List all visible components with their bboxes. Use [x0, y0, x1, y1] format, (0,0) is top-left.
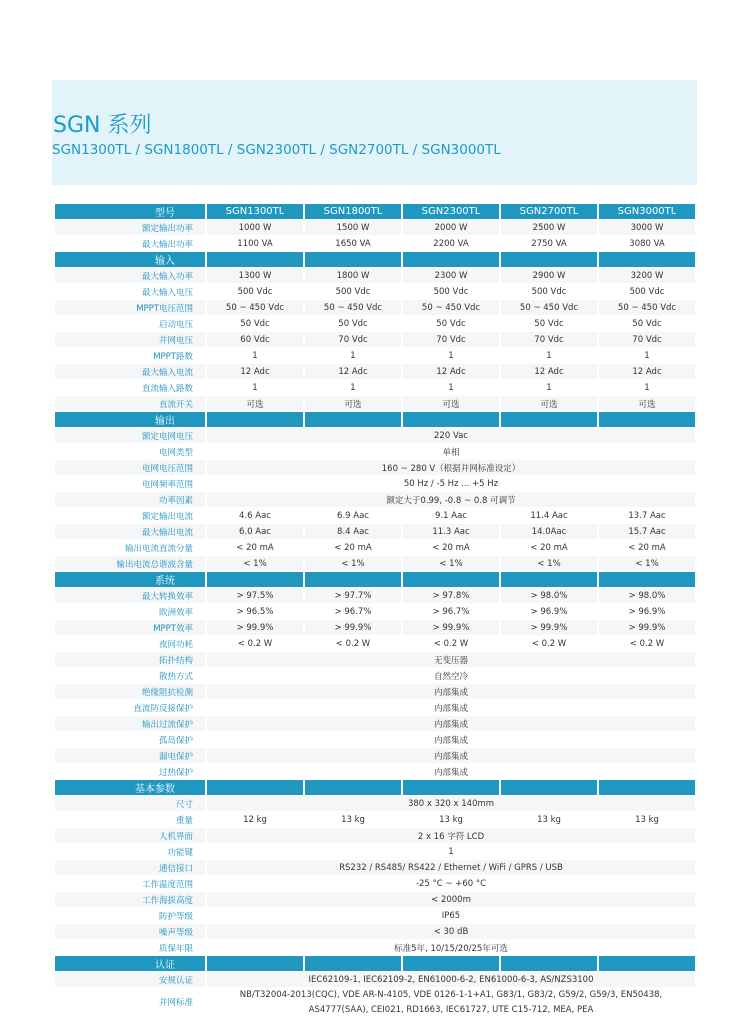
row-value: 1100 VA	[207, 236, 303, 252]
row-label: 散热方式	[55, 668, 205, 684]
row-label: 输出电流直流分量	[55, 540, 205, 556]
row-value: 500 Vdc	[403, 284, 499, 300]
row-value: 3000 W	[599, 220, 695, 236]
table-row	[55, 556, 695, 572]
row-value: 2 x 16 字符 LCD	[207, 828, 695, 844]
row-value: > 97.7%	[305, 588, 401, 604]
row-value: 70 Vdc	[305, 332, 401, 348]
section-cell	[599, 252, 695, 268]
table-row	[55, 620, 695, 636]
table-row	[55, 652, 695, 668]
row-value: 13 kg	[403, 812, 499, 828]
row-label: 电网类型	[55, 444, 205, 460]
section-cell	[207, 252, 303, 268]
row-value: > 98.0%	[501, 588, 597, 604]
row-value: < 20 mA	[501, 540, 597, 556]
section-cell	[403, 252, 499, 268]
row-label: 通信接口	[55, 860, 205, 876]
row-value: 12 Adc	[501, 364, 597, 380]
section-cell	[403, 780, 499, 796]
section-header-row	[55, 572, 695, 588]
table-row	[55, 668, 695, 684]
table-row	[55, 812, 695, 828]
row-value: 可选	[207, 396, 303, 412]
section-label: 基本参数	[55, 780, 205, 796]
row-value: 额定大于0.99, -0.8 ~ 0.8 可调节	[207, 492, 695, 508]
row-value: 13.7 Aac	[599, 508, 695, 524]
row-label: MPPT路数	[55, 348, 205, 364]
model-header: SGN3000TL	[599, 204, 695, 220]
row-value: < 20 mA	[403, 540, 499, 556]
row-value: > 99.9%	[305, 620, 401, 636]
row-label: 功率因素	[55, 492, 205, 508]
row-label: 并网标准	[55, 988, 205, 1019]
row-value: 可选	[403, 396, 499, 412]
row-label: 电网电压范围	[55, 460, 205, 476]
row-value: 1	[207, 348, 303, 364]
row-value: 50 ~ 450 Vdc	[403, 300, 499, 316]
row-label: 绝缘阻抗检测	[55, 684, 205, 700]
row-value: IEC62109-1, IEC62109-2, EN61000-6-2, EN61000-6-3, AS/NZS3100	[207, 972, 695, 988]
row-value: 2300 W	[403, 268, 499, 284]
section-cell	[207, 412, 303, 428]
row-value: < 20 mA	[599, 540, 695, 556]
row-value: > 97.5%	[207, 588, 303, 604]
row-label: 直流开关	[55, 396, 205, 412]
row-value: > 99.9%	[501, 620, 597, 636]
row-value: 500 Vdc	[599, 284, 695, 300]
row-value: 1	[305, 348, 401, 364]
row-value: 380 x 320 x 140mm	[207, 796, 695, 812]
section-cell	[207, 780, 303, 796]
row-value: 13 kg	[501, 812, 597, 828]
row-value: 6.0 Aac	[207, 524, 303, 540]
row-value: 1800 W	[305, 268, 401, 284]
row-value: 70 Vdc	[501, 332, 597, 348]
row-value: 可选	[305, 396, 401, 412]
table-row	[55, 540, 695, 556]
row-label: 噪声等级	[55, 924, 205, 940]
row-label: 直流防反接保护	[55, 700, 205, 716]
row-value: 6.9 Aac	[305, 508, 401, 524]
table-row	[55, 860, 695, 876]
row-value: 可选	[501, 396, 597, 412]
row-label: 输出过流保护	[55, 716, 205, 732]
row-value: 50 Vdc	[501, 316, 597, 332]
row-value: 1	[403, 348, 499, 364]
table-row	[55, 604, 695, 620]
row-label: 最大输入电压	[55, 284, 205, 300]
row-value: > 96.9%	[501, 604, 597, 620]
row-value: 1000 W	[207, 220, 303, 236]
row-value: < 1%	[599, 556, 695, 572]
row-value: 1	[501, 380, 597, 396]
row-value: > 98.0%	[599, 588, 695, 604]
row-value: 无变压器	[207, 652, 695, 668]
table-row	[55, 380, 695, 396]
table-row	[55, 332, 695, 348]
table-row	[55, 972, 695, 988]
row-value: 4.6 Aac	[207, 508, 303, 524]
row-value: 500 Vdc	[207, 284, 303, 300]
section-cell	[403, 956, 499, 972]
row-value-line: NB/T32004-2013(CQC), VDE AR-N-4105, VDE 0126-1-1+A1, G83/1, G83/2, G59/2, G59/3, EN50438,	[239, 990, 663, 1000]
row-value: 60 Vdc	[207, 332, 303, 348]
row-value: 50 Vdc	[403, 316, 499, 332]
row-value: > 96.5%	[207, 604, 303, 620]
table-row	[55, 716, 695, 732]
table-row	[55, 220, 695, 236]
row-value: > 96.7%	[403, 604, 499, 620]
row-value: 12 Adc	[403, 364, 499, 380]
row-label: 欧洲效率	[55, 604, 205, 620]
row-value: > 99.9%	[403, 620, 499, 636]
row-value: IP65	[207, 908, 695, 924]
row-value: 8.4 Aac	[305, 524, 401, 540]
row-label: 拓扑结构	[55, 652, 205, 668]
row-value: 50 Vdc	[599, 316, 695, 332]
row-value: > 96.9%	[599, 604, 695, 620]
section-cell	[599, 412, 695, 428]
row-value: < 30 dB	[207, 924, 695, 940]
row-value: 单相	[207, 444, 695, 460]
model-header: SGN2300TL	[403, 204, 499, 220]
row-value: 1500 W	[305, 220, 401, 236]
table-row	[55, 364, 695, 380]
section-cell	[207, 572, 303, 588]
row-value: 标准5年, 10/15/20/25年可选	[207, 940, 695, 956]
row-value: 11.4 Aac	[501, 508, 597, 524]
model-header: SGN1300TL	[207, 204, 303, 220]
row-label: 安规认证	[55, 972, 205, 988]
row-value: 12 kg	[207, 812, 303, 828]
row-value: 12 Adc	[305, 364, 401, 380]
table-row	[55, 876, 695, 892]
table-row	[55, 892, 695, 908]
row-value: 1	[207, 380, 303, 396]
table-row	[55, 844, 695, 860]
row-label: 重量	[55, 812, 205, 828]
table-row	[55, 684, 695, 700]
table-row	[55, 284, 695, 300]
row-value: 14.0Aac	[501, 524, 597, 540]
row-value: 220 Vac	[207, 428, 695, 444]
row-value	[207, 988, 695, 1019]
table-row	[55, 700, 695, 716]
row-value: 50 ~ 450 Vdc	[207, 300, 303, 316]
table-row	[55, 796, 695, 812]
table-row	[55, 236, 695, 252]
row-value: < 1%	[501, 556, 597, 572]
row-label: 防护等级	[55, 908, 205, 924]
row-value: < 1%	[403, 556, 499, 572]
row-value: 1	[599, 348, 695, 364]
section-cell	[305, 780, 401, 796]
section-label: 系统	[55, 572, 205, 588]
section-cell	[599, 780, 695, 796]
row-value: 3080 VA	[599, 236, 695, 252]
row-label: MPPT电压范围	[55, 300, 205, 316]
row-label: 输出电流总谐波含量	[55, 556, 205, 572]
section-cell	[305, 412, 401, 428]
row-value: -25 °C ~ +60 °C	[207, 876, 695, 892]
row-value: 500 Vdc	[305, 284, 401, 300]
row-value: 可选	[599, 396, 695, 412]
row-value: 内部集成	[207, 700, 695, 716]
section-header-row	[55, 252, 695, 268]
table-row	[55, 524, 695, 540]
table-row	[55, 428, 695, 444]
row-value: 160 ~ 280 V（根据并网标准设定）	[207, 460, 695, 476]
row-value: 70 Vdc	[599, 332, 695, 348]
row-value: 12 Adc	[599, 364, 695, 380]
row-value: 50 ~ 450 Vdc	[501, 300, 597, 316]
section-cell	[599, 956, 695, 972]
row-value: 2750 VA	[501, 236, 597, 252]
row-value: 500 Vdc	[501, 284, 597, 300]
table-row	[55, 764, 695, 780]
model-list-subtitle: SGN1300TL / SGN1800TL / SGN2300TL / SGN2700TL / SGN3000TL	[52, 142, 501, 158]
table-row	[55, 300, 695, 316]
row-value: 内部集成	[207, 716, 695, 732]
row-value: < 1%	[207, 556, 303, 572]
row-value: < 0.2 W	[599, 636, 695, 652]
row-value: < 0.2 W	[501, 636, 597, 652]
row-value: 1	[403, 380, 499, 396]
row-value: > 99.9%	[207, 620, 303, 636]
row-value: 50 Vdc	[305, 316, 401, 332]
row-value: 1	[207, 844, 695, 860]
section-cell	[501, 252, 597, 268]
row-label: 工作海拔高度	[55, 892, 205, 908]
table-row	[55, 268, 695, 284]
row-value: 1	[305, 380, 401, 396]
row-value: > 99.9%	[599, 620, 695, 636]
row-value: < 2000m	[207, 892, 695, 908]
row-value: 70 Vdc	[403, 332, 499, 348]
row-value: 内部集成	[207, 748, 695, 764]
row-value: < 0.2 W	[207, 636, 303, 652]
section-label: 认证	[55, 956, 205, 972]
table-header-row	[55, 204, 695, 220]
row-label: 孤岛保护	[55, 732, 205, 748]
row-label: 质保年限	[55, 940, 205, 956]
row-label: 直流输入路数	[55, 380, 205, 396]
spec-table	[53, 204, 697, 1019]
table-row	[55, 748, 695, 764]
table-row	[55, 396, 695, 412]
row-label: 最大输入功率	[55, 268, 205, 284]
table-row	[55, 636, 695, 652]
row-value-line: AS4777(SAA), CEI021, RD1663, IEC61727, UTE C15-712, MEA, PEA	[308, 1005, 594, 1015]
section-cell	[599, 572, 695, 588]
table-row	[55, 508, 695, 524]
row-value: 2200 VA	[403, 236, 499, 252]
model-header: SGN1800TL	[305, 204, 401, 220]
table-row	[55, 908, 695, 924]
row-label: 最大输入电流	[55, 364, 205, 380]
row-label: 夜间功耗	[55, 636, 205, 652]
row-value: 自然空冷	[207, 668, 695, 684]
row-value: 1	[501, 348, 597, 364]
row-label: 额定输出电流	[55, 508, 205, 524]
section-cell	[403, 412, 499, 428]
row-value: > 96.7%	[305, 604, 401, 620]
row-label: 过热保护	[55, 764, 205, 780]
row-label: 功能键	[55, 844, 205, 860]
row-label: 工作温度范围	[55, 876, 205, 892]
table-row	[55, 348, 695, 364]
row-value: > 97.8%	[403, 588, 499, 604]
table-row	[55, 588, 695, 604]
table-row	[55, 940, 695, 956]
row-value: 13 kg	[305, 812, 401, 828]
row-value: 15.7 Aac	[599, 524, 695, 540]
row-value: 内部集成	[207, 684, 695, 700]
row-label: 尺寸	[55, 796, 205, 812]
section-cell	[501, 572, 597, 588]
row-value: < 1%	[305, 556, 401, 572]
table-row	[55, 460, 695, 476]
section-cell	[403, 572, 499, 588]
row-label: 最大转换效率	[55, 588, 205, 604]
row-label: 启动电压	[55, 316, 205, 332]
row-value: < 0.2 W	[403, 636, 499, 652]
section-cell	[501, 780, 597, 796]
row-value: 12 Adc	[207, 364, 303, 380]
section-cell	[501, 412, 597, 428]
row-label: 人机界面	[55, 828, 205, 844]
row-label: 电网频率范围	[55, 476, 205, 492]
row-value: 11.3 Aac	[403, 524, 499, 540]
page-title: SGN 系列	[53, 113, 152, 138]
row-value: 3200 W	[599, 268, 695, 284]
section-header-row	[55, 412, 695, 428]
table-row	[55, 316, 695, 332]
row-value: 内部集成	[207, 764, 695, 780]
section-cell	[501, 956, 597, 972]
row-value: 2500 W	[501, 220, 597, 236]
model-header: SGN2700TL	[501, 204, 597, 220]
section-cell	[207, 956, 303, 972]
row-label: 最大输出电流	[55, 524, 205, 540]
row-value: 1650 VA	[305, 236, 401, 252]
row-value: < 0.2 W	[305, 636, 401, 652]
row-value: < 20 mA	[305, 540, 401, 556]
row-value: 2900 W	[501, 268, 597, 284]
row-value: 50 Vdc	[207, 316, 303, 332]
row-label: 漏电保护	[55, 748, 205, 764]
table-row	[55, 732, 695, 748]
row-label: 额定电网电压	[55, 428, 205, 444]
table-row	[55, 988, 695, 1019]
row-value: 1300 W	[207, 268, 303, 284]
row-value: 13 kg	[599, 812, 695, 828]
table-row	[55, 828, 695, 844]
row-value: 内部集成	[207, 732, 695, 748]
row-value: RS232 / RS485/ RS422 / Ethernet / WiFi / GPRS / USB	[207, 860, 695, 876]
section-label: 输出	[55, 412, 205, 428]
row-value: < 20 mA	[207, 540, 303, 556]
row-value: 2000 W	[403, 220, 499, 236]
row-label: 额定输出功率	[55, 220, 205, 236]
header-label: 型号	[55, 204, 205, 220]
row-label: 最大输出功率	[55, 236, 205, 252]
section-header-row	[55, 780, 695, 796]
section-header-row	[55, 956, 695, 972]
section-cell	[305, 252, 401, 268]
row-value: 1	[599, 380, 695, 396]
row-label: MPPT效率	[55, 620, 205, 636]
row-value: 9.1 Aac	[403, 508, 499, 524]
table-row	[55, 444, 695, 460]
section-cell	[305, 572, 401, 588]
table-row	[55, 492, 695, 508]
table-row	[55, 476, 695, 492]
section-label: 输入	[55, 252, 205, 268]
row-value: 50 ~ 450 Vdc	[599, 300, 695, 316]
row-value: 50 Hz / -5 Hz ... +5 Hz	[207, 476, 695, 492]
table-row	[55, 924, 695, 940]
row-value: 50 ~ 450 Vdc	[305, 300, 401, 316]
section-cell	[305, 956, 401, 972]
row-label: 并网电压	[55, 332, 205, 348]
